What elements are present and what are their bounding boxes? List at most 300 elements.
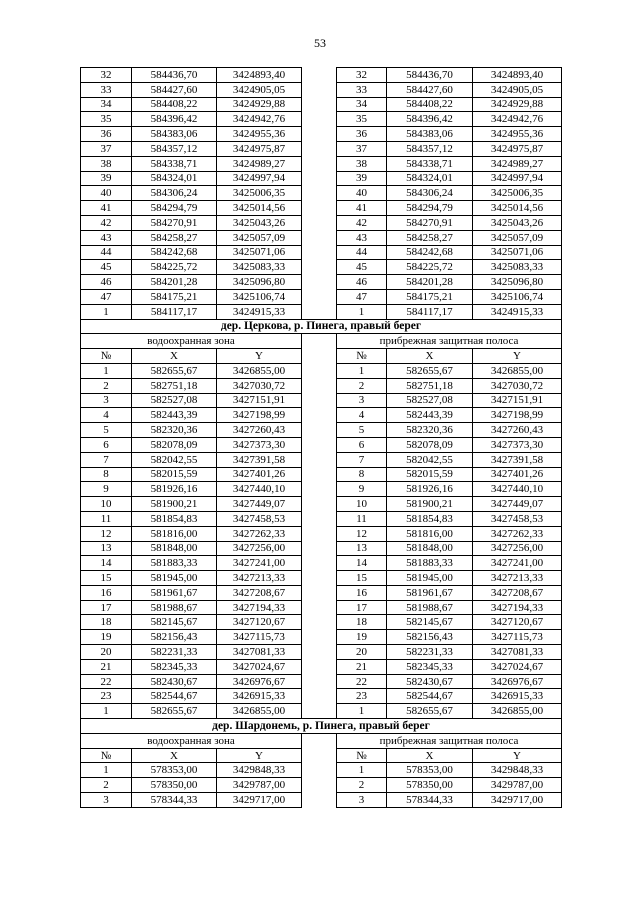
table-cell: 32 xyxy=(337,68,387,83)
column-header: Y xyxy=(473,748,562,763)
table-cell: 584201,28 xyxy=(132,275,217,290)
table-cell: 3427391,58 xyxy=(217,452,302,467)
table-cell: 39 xyxy=(337,171,387,186)
table-cell: 3427024,67 xyxy=(473,659,562,674)
table-cell: 584175,21 xyxy=(132,289,217,304)
table-cell: 22 xyxy=(81,674,132,689)
column-header: № xyxy=(337,349,387,364)
table-cell: 584270,91 xyxy=(132,215,217,230)
column-gap xyxy=(302,186,337,201)
table-cell: 17 xyxy=(337,600,387,615)
table-cell: 582345,33 xyxy=(132,659,217,674)
zone-label-coastal-strip: прибрежная защитная полоса xyxy=(337,334,562,349)
table-cell: 3425096,80 xyxy=(217,275,302,290)
table-cell: 3427440,10 xyxy=(473,482,562,497)
table-cell: 3426855,00 xyxy=(217,704,302,719)
column-gap xyxy=(302,511,337,526)
table-cell: 22 xyxy=(337,674,387,689)
table-cell: 581854,83 xyxy=(387,511,473,526)
column-gap xyxy=(302,260,337,275)
table-cell: 20 xyxy=(337,645,387,660)
table-cell: 23 xyxy=(337,689,387,704)
table-row xyxy=(81,571,562,586)
table-cell: 3426915,33 xyxy=(217,689,302,704)
column-gap xyxy=(302,141,337,156)
table-cell: 47 xyxy=(337,289,387,304)
section-title-row xyxy=(81,319,562,334)
table-cell: 584324,01 xyxy=(132,171,217,186)
table-cell: 35 xyxy=(337,112,387,127)
column-header: X xyxy=(132,748,217,763)
table-cell: 15 xyxy=(337,571,387,586)
table-cell: 582655,67 xyxy=(387,704,473,719)
table-cell: 46 xyxy=(81,275,132,290)
table-cell: 3427449,07 xyxy=(217,497,302,512)
table-cell: 581945,00 xyxy=(132,571,217,586)
table-cell: 9 xyxy=(337,482,387,497)
table-row xyxy=(81,674,562,689)
table-row xyxy=(81,304,562,319)
column-gap xyxy=(302,215,337,230)
table-cell: 36 xyxy=(81,127,132,142)
table-cell: 582320,36 xyxy=(387,423,473,438)
table-cell: 3427198,99 xyxy=(473,408,562,423)
column-gap xyxy=(302,645,337,660)
table-cell: 578353,00 xyxy=(132,763,217,778)
table-cell: 584396,42 xyxy=(387,112,473,127)
table-row xyxy=(81,82,562,97)
table-cell: 1 xyxy=(337,363,387,378)
table-row xyxy=(81,408,562,423)
table-row xyxy=(81,156,562,171)
column-header: X xyxy=(132,349,217,364)
table-cell: 3425106,74 xyxy=(473,289,562,304)
table-cell: 45 xyxy=(81,260,132,275)
table-cell: 43 xyxy=(337,230,387,245)
column-gap xyxy=(302,275,337,290)
table-row xyxy=(81,275,562,290)
table-cell: 19 xyxy=(81,630,132,645)
table-cell: 584338,71 xyxy=(387,156,473,171)
table-cell: 2 xyxy=(337,778,387,793)
table-row xyxy=(81,68,562,83)
table-cell: 584396,42 xyxy=(132,112,217,127)
table-cell: 582231,33 xyxy=(132,645,217,660)
table-cell: 3429717,00 xyxy=(217,793,302,808)
table-cell: 1 xyxy=(337,704,387,719)
column-header: Y xyxy=(217,349,302,364)
table-cell: 584225,72 xyxy=(132,260,217,275)
table-cell: 582156,43 xyxy=(387,630,473,645)
table-row xyxy=(81,541,562,556)
table-cell: 3427024,67 xyxy=(217,659,302,674)
table-cell: 3427262,33 xyxy=(217,526,302,541)
table-cell: 582156,43 xyxy=(132,630,217,645)
table-cell: 12 xyxy=(81,526,132,541)
table-cell: 581816,00 xyxy=(387,526,473,541)
table-cell: 582655,67 xyxy=(132,704,217,719)
table-cell: 581848,00 xyxy=(132,541,217,556)
table-cell: 32 xyxy=(81,68,132,83)
table-row xyxy=(81,497,562,512)
table-cell: 10 xyxy=(337,497,387,512)
table-cell: 584427,60 xyxy=(132,82,217,97)
table-cell: 16 xyxy=(337,585,387,600)
table-cell: 3427213,33 xyxy=(473,571,562,586)
table-cell: 584294,79 xyxy=(387,201,473,216)
table-cell: 44 xyxy=(337,245,387,260)
column-header-row xyxy=(81,748,562,763)
table-cell: 3427030,72 xyxy=(217,378,302,393)
column-gap xyxy=(302,467,337,482)
table-cell: 3424997,94 xyxy=(217,171,302,186)
table-row xyxy=(81,511,562,526)
column-gap xyxy=(302,674,337,689)
column-gap xyxy=(302,97,337,112)
table-row xyxy=(81,171,562,186)
table-cell: 584258,27 xyxy=(132,230,217,245)
table-row xyxy=(81,467,562,482)
table-cell: 3427256,00 xyxy=(473,541,562,556)
column-gap xyxy=(302,334,337,349)
table-cell: 41 xyxy=(337,201,387,216)
table-cell: 578350,00 xyxy=(387,778,473,793)
table-cell: 582544,67 xyxy=(387,689,473,704)
table-cell: 21 xyxy=(81,659,132,674)
table-cell: 584436,70 xyxy=(132,68,217,83)
zone-header-row xyxy=(81,733,562,748)
table-cell: 3427260,43 xyxy=(217,423,302,438)
table-cell: 40 xyxy=(337,186,387,201)
column-gap xyxy=(302,526,337,541)
section-title: дер. Шардонемь, р. Пинега, правый берег xyxy=(81,719,562,734)
table-cell: 3425014,56 xyxy=(473,201,562,216)
column-gap xyxy=(302,171,337,186)
column-gap xyxy=(302,763,337,778)
table-cell: 2 xyxy=(81,778,132,793)
table-cell: 584383,06 xyxy=(132,127,217,142)
table-row xyxy=(81,600,562,615)
table-cell: 3425071,06 xyxy=(473,245,562,260)
table-cell: 584258,27 xyxy=(387,230,473,245)
table-cell: 582751,18 xyxy=(387,378,473,393)
table-cell: 3426915,33 xyxy=(473,689,562,704)
table-cell: 578353,00 xyxy=(387,763,473,778)
table-cell: 3427373,30 xyxy=(217,437,302,452)
column-gap xyxy=(302,793,337,808)
table-cell: 584175,21 xyxy=(387,289,473,304)
table-cell: 3427081,33 xyxy=(217,645,302,660)
table-cell: 582527,08 xyxy=(132,393,217,408)
table-row xyxy=(81,659,562,674)
table-cell: 581988,67 xyxy=(132,600,217,615)
table-row xyxy=(81,186,562,201)
section-title: дер. Церкова, р. Пинега, правый берег xyxy=(81,319,562,334)
table-cell: 18 xyxy=(337,615,387,630)
table-cell: 39 xyxy=(81,171,132,186)
table-cell: 3427373,30 xyxy=(473,437,562,452)
column-gap xyxy=(302,733,337,748)
table-cell: 3427241,00 xyxy=(473,556,562,571)
table-cell: 3427198,99 xyxy=(217,408,302,423)
table-cell: 2 xyxy=(337,378,387,393)
table-row xyxy=(81,378,562,393)
table-cell: 3427030,72 xyxy=(473,378,562,393)
table-cell: 42 xyxy=(337,215,387,230)
table-cell: 584408,22 xyxy=(132,97,217,112)
table-cell: 20 xyxy=(81,645,132,660)
table-cell: 3424955,36 xyxy=(473,127,562,142)
table-cell: 584242,68 xyxy=(387,245,473,260)
table-cell: 6 xyxy=(337,437,387,452)
column-header: Y xyxy=(473,349,562,364)
table-cell: 23 xyxy=(81,689,132,704)
column-header: № xyxy=(81,349,132,364)
table-cell: 3424942,76 xyxy=(473,112,562,127)
column-gap xyxy=(302,630,337,645)
table-row xyxy=(81,289,562,304)
table-cell: 35 xyxy=(81,112,132,127)
table-row xyxy=(81,482,562,497)
table-cell: 584357,12 xyxy=(132,141,217,156)
table-cell: 584338,71 xyxy=(132,156,217,171)
zone-label-coastal-strip: прибрежная защитная полоса xyxy=(337,733,562,748)
table-cell: 3427391,58 xyxy=(473,452,562,467)
table-cell: 13 xyxy=(337,541,387,556)
column-gap xyxy=(302,127,337,142)
table-cell: 37 xyxy=(337,141,387,156)
table-cell: 18 xyxy=(81,615,132,630)
table-cell: 11 xyxy=(337,511,387,526)
table-cell: 582015,59 xyxy=(387,467,473,482)
table-cell: 13 xyxy=(81,541,132,556)
table-cell: 581926,16 xyxy=(387,482,473,497)
column-gap xyxy=(302,585,337,600)
table-cell: 578344,33 xyxy=(132,793,217,808)
table-row xyxy=(81,452,562,467)
column-gap xyxy=(302,82,337,97)
table-cell: 43 xyxy=(81,230,132,245)
table-cell: 1 xyxy=(337,304,387,319)
table-cell: 3427401,26 xyxy=(217,467,302,482)
table-cell: 582345,33 xyxy=(387,659,473,674)
table-row xyxy=(81,526,562,541)
table-cell: 3426855,00 xyxy=(473,363,562,378)
table-cell: 3427081,33 xyxy=(473,645,562,660)
table-cell: 3427120,67 xyxy=(217,615,302,630)
table-cell: 582042,55 xyxy=(132,452,217,467)
table-cell: 11 xyxy=(81,511,132,526)
table-cell: 3424915,33 xyxy=(473,304,562,319)
column-gap xyxy=(302,541,337,556)
column-gap xyxy=(302,230,337,245)
table-cell: 584117,17 xyxy=(387,304,473,319)
table-cell: 3429787,00 xyxy=(473,778,562,793)
table-cell: 3427208,67 xyxy=(217,585,302,600)
table-row xyxy=(81,615,562,630)
table-cell: 578350,00 xyxy=(132,778,217,793)
column-header: X xyxy=(387,748,473,763)
zone-label-water-protection: водоохранная зона xyxy=(81,334,302,349)
table-cell: 33 xyxy=(337,82,387,97)
table-cell: 1 xyxy=(81,763,132,778)
table-row xyxy=(81,556,562,571)
column-header-row xyxy=(81,349,562,364)
table-cell: 581961,67 xyxy=(132,585,217,600)
table-cell: 3424929,88 xyxy=(473,97,562,112)
table-cell: 582544,67 xyxy=(132,689,217,704)
table-cell: 7 xyxy=(337,452,387,467)
table-cell: 582145,67 xyxy=(387,615,473,630)
column-gap xyxy=(302,112,337,127)
table-cell: 582078,09 xyxy=(132,437,217,452)
table-cell: 19 xyxy=(337,630,387,645)
table-cell: 44 xyxy=(81,245,132,260)
table-cell: 3424942,76 xyxy=(217,112,302,127)
column-gap xyxy=(302,556,337,571)
table-cell: 3427401,26 xyxy=(473,467,562,482)
table-cell: 7 xyxy=(81,452,132,467)
table-cell: 584324,01 xyxy=(387,171,473,186)
column-header: № xyxy=(337,748,387,763)
table-row xyxy=(81,141,562,156)
table-cell: 3427151,91 xyxy=(473,393,562,408)
column-gap xyxy=(302,378,337,393)
zone-label-water-protection: водоохранная зона xyxy=(81,733,302,748)
table-cell: 581900,21 xyxy=(387,497,473,512)
table-cell: 3424989,27 xyxy=(473,156,562,171)
table-cell: 34 xyxy=(337,97,387,112)
table-row xyxy=(81,260,562,275)
table-cell: 584436,70 xyxy=(387,68,473,83)
table-cell: 3425006,35 xyxy=(217,186,302,201)
table-cell: 3424955,36 xyxy=(217,127,302,142)
table-cell: 581883,33 xyxy=(132,556,217,571)
table-cell: 3424915,33 xyxy=(217,304,302,319)
table-cell: 3427194,33 xyxy=(217,600,302,615)
column-gap xyxy=(302,452,337,467)
table-cell: 2 xyxy=(81,378,132,393)
table-cell: 581926,16 xyxy=(132,482,217,497)
table-cell: 10 xyxy=(81,497,132,512)
table-cell: 582430,67 xyxy=(132,674,217,689)
table-row xyxy=(81,585,562,600)
table-cell: 4 xyxy=(81,408,132,423)
column-header: X xyxy=(387,349,473,364)
table-cell: 3427208,67 xyxy=(473,585,562,600)
table-cell: 581961,67 xyxy=(387,585,473,600)
column-gap xyxy=(302,393,337,408)
table-row xyxy=(81,689,562,704)
column-gap xyxy=(302,156,337,171)
column-gap xyxy=(302,704,337,719)
table-cell: 3 xyxy=(337,393,387,408)
table-cell: 1 xyxy=(81,363,132,378)
table-cell: 3425057,09 xyxy=(217,230,302,245)
table-cell: 3427213,33 xyxy=(217,571,302,586)
table-cell: 3425043,26 xyxy=(473,215,562,230)
table-cell: 3425083,33 xyxy=(217,260,302,275)
table-row xyxy=(81,127,562,142)
table-row xyxy=(81,245,562,260)
table-cell: 3427115,73 xyxy=(217,630,302,645)
table-cell: 581854,83 xyxy=(132,511,217,526)
table-cell: 34 xyxy=(81,97,132,112)
table-cell: 582231,33 xyxy=(387,645,473,660)
table-row xyxy=(81,97,562,112)
table-row xyxy=(81,645,562,660)
table-cell: 581848,00 xyxy=(387,541,473,556)
table-cell: 584357,12 xyxy=(387,141,473,156)
table-cell: 3 xyxy=(81,393,132,408)
table-cell: 3426976,67 xyxy=(217,674,302,689)
column-gap xyxy=(302,600,337,615)
column-gap xyxy=(302,571,337,586)
table-cell: 42 xyxy=(81,215,132,230)
column-gap xyxy=(302,497,337,512)
table-cell: 3424893,40 xyxy=(473,68,562,83)
table-cell: 45 xyxy=(337,260,387,275)
table-row xyxy=(81,230,562,245)
table-cell: 581816,00 xyxy=(132,526,217,541)
table-cell: 3427440,10 xyxy=(217,482,302,497)
column-gap xyxy=(302,289,337,304)
column-gap xyxy=(302,408,337,423)
column-gap xyxy=(302,201,337,216)
column-gap xyxy=(302,68,337,83)
table-row xyxy=(81,630,562,645)
table-cell: 46 xyxy=(337,275,387,290)
table-row xyxy=(81,763,562,778)
table-cell: 3429787,00 xyxy=(217,778,302,793)
column-gap xyxy=(302,423,337,438)
column-gap xyxy=(302,437,337,452)
table-cell: 582655,67 xyxy=(387,363,473,378)
table-cell: 15 xyxy=(81,571,132,586)
table-cell: 8 xyxy=(81,467,132,482)
table-cell: 581883,33 xyxy=(387,556,473,571)
table-cell: 582443,39 xyxy=(132,408,217,423)
table-cell: 3425014,56 xyxy=(217,201,302,216)
table-cell: 3427458,53 xyxy=(217,511,302,526)
table-cell: 584242,68 xyxy=(132,245,217,260)
table-cell: 584294,79 xyxy=(132,201,217,216)
table-cell: 3427194,33 xyxy=(473,600,562,615)
column-gap xyxy=(302,304,337,319)
table-cell: 6 xyxy=(81,437,132,452)
table-cell: 582527,08 xyxy=(387,393,473,408)
table-row xyxy=(81,112,562,127)
table-cell: 3 xyxy=(81,793,132,808)
table-cell: 584201,28 xyxy=(387,275,473,290)
table-cell: 3429848,33 xyxy=(217,763,302,778)
table-cell: 36 xyxy=(337,127,387,142)
table-cell: 582443,39 xyxy=(387,408,473,423)
column-gap xyxy=(302,349,337,364)
table-cell: 14 xyxy=(81,556,132,571)
table-cell: 3425057,09 xyxy=(473,230,562,245)
table-cell: 3424905,05 xyxy=(473,82,562,97)
table-cell: 1 xyxy=(81,304,132,319)
column-header: Y xyxy=(217,748,302,763)
table-cell: 584117,17 xyxy=(132,304,217,319)
table-cell: 3426855,00 xyxy=(473,704,562,719)
table-cell: 1 xyxy=(337,763,387,778)
table-cell: 5 xyxy=(337,423,387,438)
table-cell: 3424975,87 xyxy=(473,141,562,156)
table-cell: 3426855,00 xyxy=(217,363,302,378)
table-cell: 582015,59 xyxy=(132,467,217,482)
